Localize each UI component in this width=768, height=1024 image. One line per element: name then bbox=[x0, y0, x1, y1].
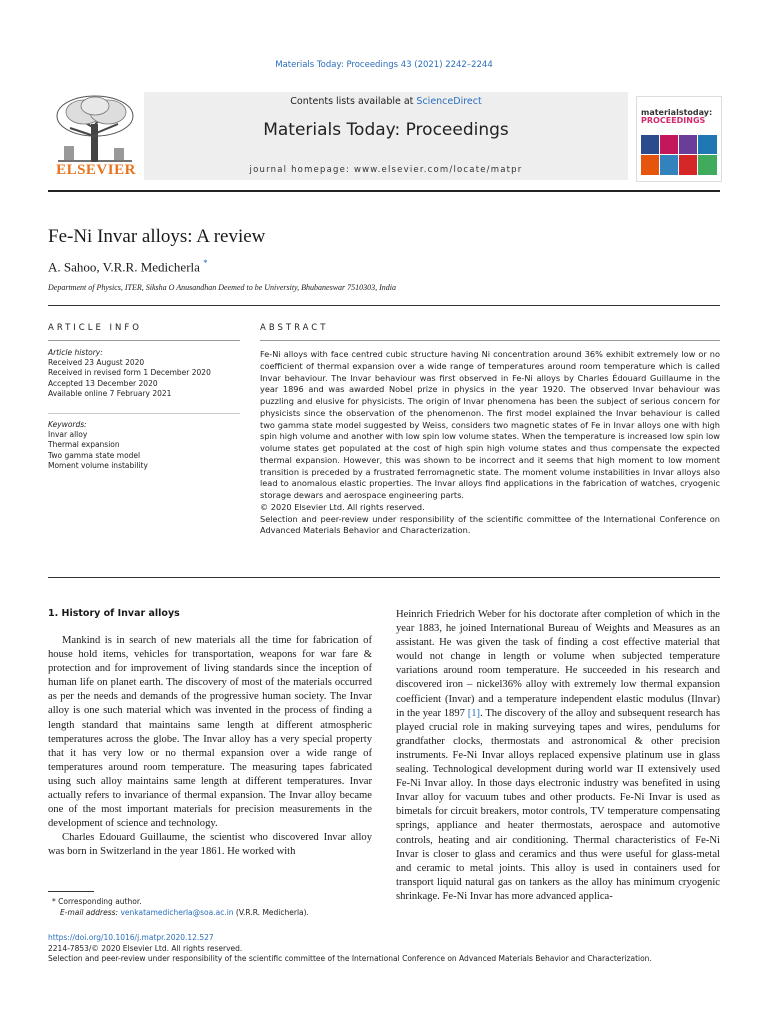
reference-link-1[interactable]: [1] bbox=[467, 707, 481, 719]
keywords bbox=[48, 420, 240, 471]
keyword-item: Two gamma state model bbox=[48, 450, 141, 460]
section-divider bbox=[48, 305, 720, 306]
contents-prefix: Contents lists available at bbox=[290, 96, 417, 107]
journal-banner bbox=[144, 92, 628, 180]
elsevier-tree-icon bbox=[54, 94, 136, 164]
journal-homepage-link[interactable]: journal homepage: www.elsevier.com/locate/matpr bbox=[249, 165, 523, 175]
history-online: Available online 7 February 2021 bbox=[48, 388, 172, 398]
abstract-selection: Selection and peer-review under responsibility of the scientific committee of the International Conference on Advanced Materials Behavior and Characterization. bbox=[260, 513, 720, 536]
abstract-divider bbox=[260, 340, 720, 341]
keyword-item: Thermal expansion bbox=[48, 440, 120, 450]
body-paragraph: Mankind is in search of new materials all the time for fabrication of house hold items, vehicles for transportation, weapons for war fare & protection and for improvement of living standards since the inception of human life on planet earth. The discovery of most of the materials occurred as per the needs and demands of the progressive human society. The Invar alloy is one such material which was invented in the process of finding a length standard that maintains same length at different atmospheric temperatures across the globe. The Invar alloy has a very special property that it has very low or no thermal expansion over a wide range of temperatures around room temperature. The measuring tapes fabricated using such alloy maintains same length at different temperatures. Invar actually refers to invariance of thermal expansion. The Invar alloy became one of the most important materials for precision measurements in the development of science and technology. bbox=[48, 635, 372, 830]
body-paragraph bbox=[396, 608, 720, 904]
history-received: Received 23 August 2020 bbox=[48, 358, 145, 368]
section-1-title: 1. History of Invar alloys bbox=[48, 608, 180, 619]
author-email-link[interactable]: venkatamedicherla@soa.ac.in bbox=[120, 908, 234, 917]
abstract-heading: ABSTRACT bbox=[260, 323, 329, 333]
contents-line bbox=[144, 96, 628, 107]
body-paragraph: Charles Edouard Guillaume, the scientist who discovered Invar alloy was born in Switzerland in the year 1861. He worked with bbox=[48, 832, 372, 858]
cover-image-grid-icon bbox=[641, 135, 717, 175]
body-right-column bbox=[396, 608, 720, 904]
abstract-copyright: © 2020 Elsevier Ltd. All rights reserved. bbox=[260, 501, 425, 512]
keyword-item: Moment volume instability bbox=[48, 460, 148, 470]
cover-subtitle: PROCEEDINGS bbox=[641, 116, 706, 125]
journal-title: Materials Today: Proceedings bbox=[263, 120, 509, 140]
email-suffix: (V.R.R. Medicherla). bbox=[233, 908, 309, 917]
author-names: A. Sahoo, V.R.R. Medicherla bbox=[48, 259, 200, 275]
doi-link[interactable]: https://doi.org/10.1016/j.matpr.2020.12.527 bbox=[48, 933, 214, 942]
footnote-mark: * bbox=[52, 897, 56, 906]
abstract-text: Fe-Ni alloys with face centred cubic structure having Ni concentration around 36% exhibit extremely low or no coefficient of thermal expansion over a wide range of temperatures around room temperature which is called Invar behaviour. The Invar behaviour was first observed in Fe-Ni alloys by Charles Édouard Guillaume in the year 1896 and was awarded Nobel prize in physics in the year 1920. The observed Invar behaviour was puzzling and elusive for physicists. The origin of Invar phenomena has been the subject of serious concern for physicists since the observation of the phenomenon. The first model explained the Invar behaviour is called two gamma state model suggested by Weiss, considers two magnetic states of Fe in Invar alloys one with high spin high volume and another with low spin low volume states. When the temperature is increased low spin low volume states get populated at the cost of high spin high volume states and thus compensate the expected thermal expansion. However, this was shown to be incorrect and it seems that high moment to low moment transition is preceded by a frustrated ferromagnetic state. The moment volume instabilities in Invar alloys also lead to anomalous elastic properties. The Invar alloys find applications in the fabrication of watches, cryogenic storage dewars and aerospace engineering parts. bbox=[260, 349, 720, 500]
article-info-heading: ARTICLE INFO bbox=[48, 323, 142, 333]
issn-line: 2214-7853/© 2020 Elsevier Ltd. All rights reserved. bbox=[48, 943, 243, 953]
elsevier-logo[interactable] bbox=[48, 92, 144, 184]
footnote-corresponding-text: Corresponding author. bbox=[58, 897, 142, 906]
keywords-divider bbox=[48, 413, 240, 414]
corresponding-author-mark[interactable]: * bbox=[203, 258, 208, 268]
history-revised: Received in revised form 1 December 2020 bbox=[48, 368, 211, 378]
body-text-span: Heinrich Friedrich Weber for his doctorate after completion of which in the year 1883, he joined International Bureau of Weights and Measures as an assistant. He was given the task of finding a cost effective material that would not change in length or volume when subjected temperature variations around room temperature. He succeeded in his research and discovered iron – nickel36% alloy with extremely low thermal expansion coefficient (Invar) and a temperature independent elastic modulus (Ilnvar) in the year 1897 bbox=[396, 609, 720, 719]
article-history bbox=[48, 348, 240, 399]
elsevier-wordmark: ELSEVIER bbox=[56, 162, 136, 178]
journal-citation[interactable]: Materials Today: Proceedings 43 (2021) 2242–2244 bbox=[275, 60, 493, 70]
footnote-divider bbox=[48, 891, 94, 892]
journal-header bbox=[48, 92, 720, 184]
header-divider bbox=[48, 190, 720, 192]
keywords-label: Keywords: bbox=[48, 420, 87, 429]
authors bbox=[48, 258, 208, 275]
page-footer bbox=[48, 933, 720, 965]
body-text-span: . The discovery of the alloy and subsequent research has played crucial role in making surveying tapes and wires, pendulums for grandfather clocks, thermostats and astronomical & other precision instruments. Fe-Ni Invar alloys replaced expensive platinum use in glass sealing. Technological development during world war II extensively used Fe-Ni Invar alloy. In those days electronic industry was benefited in using Invar alloy for vacuum tubes and other products. Fe-Ni Invar is used as bimetals for circuit breakers, motor controls, TV temperature compensating springs, appliance and heater thermostats, aerospace and automotive controls, heating and air conditioning. Thermal characteristics of Fe-Ni Invar is closer to glass and ceramics and thus were useful for glass-metal and ceramic to metal joints. This alloy is used in containers used for transport liquid natural gas on tankers as the alloy has minimum cryogenic shrinkage. Fe-Ni Invar has more advanced applica- bbox=[396, 707, 720, 902]
journal-cover-thumbnail[interactable] bbox=[636, 96, 722, 182]
history-label: Article history: bbox=[48, 348, 103, 357]
footer-selection: Selection and peer-review under responsibility of the scientific committee of the International Conference on Advanced Materials Behavior and Characterization. bbox=[48, 954, 652, 963]
footnote-corresponding bbox=[52, 896, 372, 907]
article-info-divider bbox=[48, 340, 240, 341]
article-title: Fe-Ni Invar alloys: A review bbox=[48, 226, 266, 247]
email-label: E-mail address: bbox=[60, 908, 121, 917]
history-accepted: Accepted 13 December 2020 bbox=[48, 378, 158, 388]
footnote-email bbox=[52, 907, 372, 918]
sciencedirect-link[interactable]: ScienceDirect bbox=[416, 96, 482, 107]
keyword-item: Invar alloy bbox=[48, 430, 88, 440]
cover-title: materialstoday: bbox=[641, 108, 713, 117]
abstract-body bbox=[260, 349, 720, 537]
body-divider bbox=[48, 577, 720, 578]
footnote bbox=[52, 896, 372, 918]
body-left-column bbox=[48, 608, 372, 860]
affiliation: Department of Physics, ITER, Siksha O Anusandhan Deemed to be University, Bhubaneswar 7510303, India bbox=[48, 283, 397, 292]
